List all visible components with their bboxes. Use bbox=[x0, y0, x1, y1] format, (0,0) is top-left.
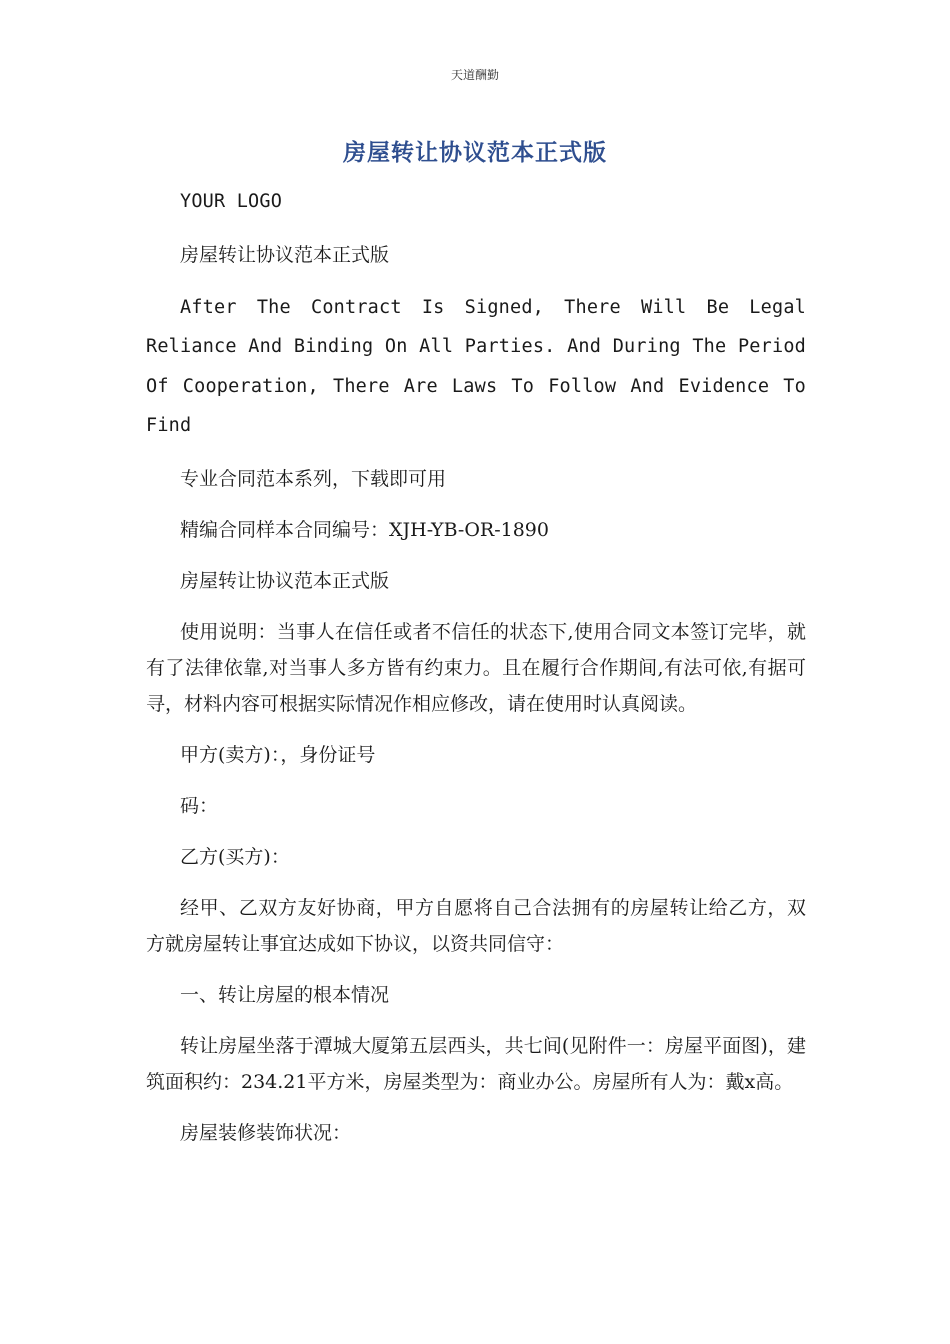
party-b: 乙方(买方)： bbox=[180, 845, 290, 868]
document-subtitle-repeat: 房屋转让协议范本正式版 bbox=[180, 569, 390, 592]
document-title: 房屋转让协议范本正式版 bbox=[343, 140, 607, 166]
agreement-intro: 经甲、乙双方友好协商，甲方自愿将自己合法拥有的房屋转让给乙方，双方就房屋转让事宜达成如下协议，以资共同信守： bbox=[146, 896, 806, 955]
section-1-heading: 一、转让房屋的根本情况 bbox=[180, 983, 390, 1006]
series-note: 专业合同范本系列，下载即可用 bbox=[180, 467, 447, 490]
decoration-heading: 房屋装修装饰状况： bbox=[180, 1121, 352, 1144]
logo-placeholder: YOUR LOGO bbox=[180, 191, 283, 212]
document-body bbox=[146, 182, 806, 1151]
english-intro: After The Contract Is Signed, There Will Be Legal Reliance And Binding On All Parties. And During The Period Of Cooperation, There Are Laws To Follow And Evidence To Find bbox=[146, 296, 806, 436]
section-1-body: 转让房屋坐落于潭城大厦第五层西头，共七间(见附件一：房屋平面图)，建筑面积约：234.21平方米，房屋类型为：商业办公。房屋所有人为：戴x高。 bbox=[146, 1034, 806, 1093]
document-subtitle: 房屋转让协议范本正式版 bbox=[180, 243, 390, 266]
usage-note: 使用说明：当事人在信任或者不信任的状态下,使用合同文本签订完毕，就有了法律依靠,对当事人多方皆有约束力。且在履行合作期间,有法可依,有据可寻，材料内容可根据实际情况作相应修改，请在使用时认真阅读。 bbox=[146, 620, 806, 715]
page-header: 天道酬勤 bbox=[450, 68, 499, 82]
party-a-continued: 码： bbox=[180, 794, 219, 817]
contract-number: 精编合同样本合同编号：XJH-YB-OR-1890 bbox=[180, 518, 549, 541]
party-a: 甲方(卖方)：，身份证号 bbox=[180, 743, 376, 766]
